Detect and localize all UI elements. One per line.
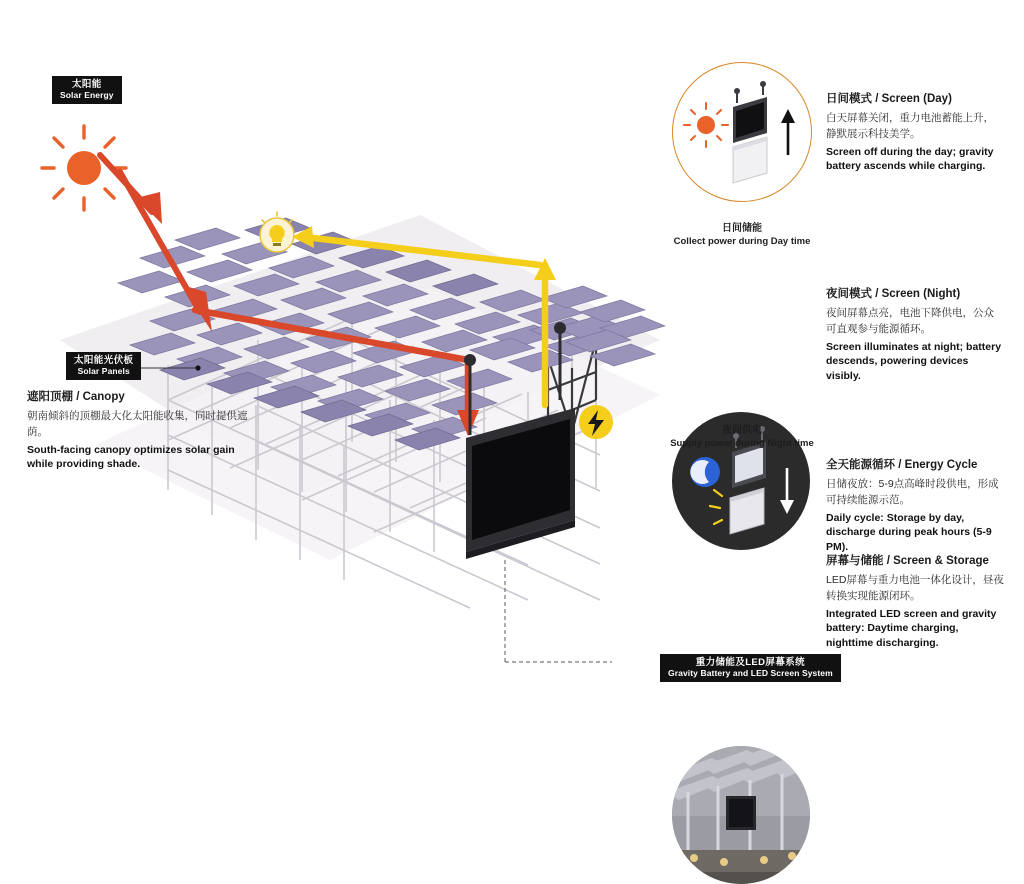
glow-rays: [710, 490, 722, 524]
day-mode-caption-cn: 日间储能: [722, 223, 762, 234]
night-mode-caption: [652, 424, 832, 450]
lightbulb-icon: [260, 212, 294, 252]
canopy-note-en: South-facing canopy optimizes solar gain while providing shade.: [27, 443, 235, 471]
label-solar-energy-cn: 太阳能: [71, 79, 102, 90]
label-solar-panels: [66, 352, 141, 380]
gravity-battery-day: [733, 137, 767, 183]
screen-storage-en: Integrated LED screen and gravity battery: Daytime charging, nighttime discharging.: [826, 607, 997, 650]
installation-photo: [672, 746, 810, 884]
day-mode-en: Screen off during the day; gravity battery ascends while charging.: [826, 145, 994, 173]
night-mode-cn: 夜间屏幕点亮，电池下降供电，公众可直观参与能源循环。: [826, 307, 994, 335]
sun-icon: [684, 103, 728, 147]
arrow-up-icon: [781, 109, 795, 155]
energy-cycle-heading: 全天能源循环 / Energy Cycle: [826, 459, 978, 471]
label-gravity-system-cn: 重力储能及LED屏幕系统: [695, 657, 806, 668]
night-mode-en: Screen illuminates at night; battery descends, powering devices visibly.: [826, 340, 1002, 383]
label-solar-panels-cn: 太阳能光伏板: [74, 355, 134, 366]
label-solar-energy-en: Solar Energy: [60, 90, 114, 101]
day-mode-caption: [652, 222, 832, 248]
energy-cycle-text: [826, 456, 1004, 555]
day-mode-heading: 日间模式 / Screen (Day): [826, 93, 952, 105]
night-mode-caption-en: Supply power during Night time: [670, 437, 814, 449]
moon-icon: [690, 457, 720, 487]
label-solar-energy: [52, 76, 122, 104]
arrow-down-icon: [780, 468, 794, 514]
canopy-note-heading: 遮阳顶棚 / Canopy: [27, 391, 125, 403]
day-mode-text: [826, 90, 1004, 174]
energy-bolt-icon: [579, 405, 613, 439]
night-mode-text: [826, 285, 1004, 384]
day-mode-illustration: [672, 62, 812, 202]
screen-storage-cn: LED屏幕与重力电池一体化设计，昼夜转换实现能源闭环。: [826, 574, 1004, 602]
night-mode-heading: 夜间模式 / Screen (Night): [826, 288, 961, 300]
canopy-note: [27, 388, 262, 472]
energy-cycle-en: Daily cycle: Storage by day, discharge during peak hours (5-9 PM).: [826, 511, 992, 554]
led-screen-day: [733, 81, 767, 143]
day-mode-cn: 白天屏幕关闭，重力电池蓄能上升，静默展示科技美学。: [826, 112, 994, 140]
screen-storage-text: [826, 552, 1004, 651]
energy-cycle-cn: 日储夜放：5-9点高峰时段供电，形成可持续能源示范。: [826, 478, 999, 506]
gravity-battery-night: [710, 488, 764, 534]
canopy-note-cn: 朝南倾斜的顶棚最大化太阳能收集，同时提供遮荫。: [27, 410, 248, 438]
label-gravity-system-en: Gravity Battery and LED Screen System: [668, 668, 833, 679]
label-gravity-system: [660, 654, 841, 682]
screen-storage-heading: 屏幕与储能 / Screen & Storage: [826, 555, 989, 567]
day-mode-caption-en: Collect power during Day time: [673, 235, 811, 247]
night-mode-caption-cn: 夜间供电: [722, 425, 762, 436]
label-solar-panels-en: Solar Panels: [77, 366, 130, 377]
